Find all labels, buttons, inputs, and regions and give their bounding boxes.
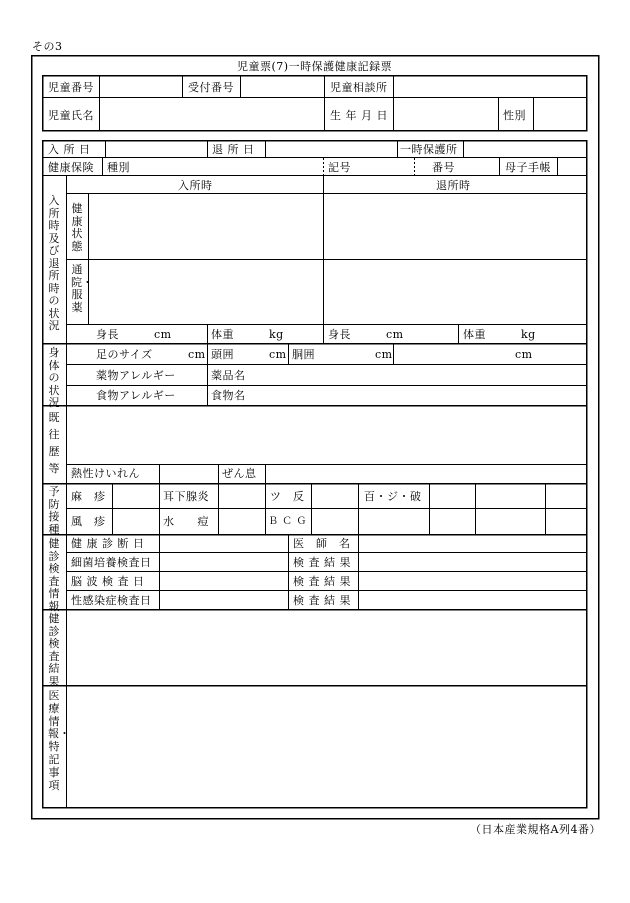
head-size-unit: cm <box>269 348 287 361</box>
page-number: その3 <box>32 40 63 53</box>
weight-out-label: 体重 <box>463 328 486 341</box>
health-state-label: 健康状態 <box>71 202 83 253</box>
body-section-label: 身体の状況 <box>48 346 60 409</box>
height-out-label: 身長 <box>328 328 351 341</box>
at-discharge-header: 退所時 <box>436 179 471 192</box>
drug-allergy-label: 薬物アレルギー <box>96 369 176 382</box>
insurance-number-label: 番号 <box>432 161 455 174</box>
handbook-field[interactable] <box>558 158 586 175</box>
child-name-field[interactable] <box>100 98 324 130</box>
clinic-out-field[interactable] <box>324 260 586 324</box>
bacteria-result-label: 検 査 結 果 <box>293 556 351 569</box>
vaccine-tuberculin-label: ツ 反 <box>270 490 305 503</box>
history-field[interactable] <box>67 406 586 464</box>
birth-date-label: 生 年 月 日 <box>330 109 388 122</box>
insurance-label: 健康保険 <box>48 161 94 174</box>
child-name-label: 児童氏名 <box>48 109 94 122</box>
child-no-field[interactable] <box>100 76 182 97</box>
status-section-label: 入所時及び退所時の状況 <box>48 194 60 332</box>
weight-out-unit: kg <box>521 328 536 341</box>
eeg-result-label: 検 査 結 果 <box>293 575 351 588</box>
vaccine-measles-label: 麻 疹 <box>71 490 106 503</box>
chest-size-out-unit: cm <box>515 348 533 361</box>
center-label: 児童相談所 <box>330 81 388 94</box>
discharge-date-label: 退 所 日 <box>212 143 255 156</box>
checkup-section-label: 健診検査情報 <box>48 537 60 613</box>
reception-no-field[interactable] <box>241 76 324 97</box>
checkup-date-label: 健 康 診 断 日 <box>71 537 145 550</box>
birth-date-field[interactable] <box>394 98 498 130</box>
vaccination-section-label: 予防接種 <box>48 485 60 536</box>
weight-in-unit: kg <box>269 328 284 341</box>
center-field[interactable] <box>394 76 586 97</box>
drug-name-field[interactable] <box>250 365 586 385</box>
food-name-field[interactable] <box>250 386 586 405</box>
medical-section-label: 医療情報・特記事項 <box>48 689 70 792</box>
health-out-field[interactable] <box>324 194 586 259</box>
insurance-symbol-label: 記号 <box>328 161 351 174</box>
food-name-label: 食物名 <box>211 389 246 402</box>
vaccine-bcg-label: Ｂ Ｃ Ｇ <box>268 516 307 527</box>
admission-date-label: 入 所 日 <box>48 143 91 156</box>
chest-size-label: 胴囲 <box>292 348 315 361</box>
std-test-date-label: 性感染症検査日 <box>71 594 152 607</box>
asthma-label: ぜん息 <box>222 467 257 480</box>
bacteria-test-date-label: 細菌培養検査日 <box>71 556 152 569</box>
insurance-number-field[interactable] <box>460 158 499 175</box>
height-in-label: 身長 <box>96 328 119 341</box>
shelter-label: 一時保護所 <box>400 143 458 156</box>
food-allergy-label: 食物アレルギー <box>96 389 176 402</box>
std-result-label: 検 査 結 果 <box>293 594 351 607</box>
at-admission-header: 入所時 <box>178 179 213 192</box>
form-footer: （日本産業規格A列4番） <box>470 823 601 836</box>
foot-size-label: 足のサイズ <box>96 348 153 361</box>
sex-label: 性別 <box>503 109 526 122</box>
vaccine-rubella-label: 風 疹 <box>71 515 106 528</box>
shelter-field[interactable] <box>464 141 586 157</box>
vaccine-varicella-label: 水 痘 <box>163 515 209 528</box>
head-size-label: 頭囲 <box>211 348 234 361</box>
insurance-symbol-field[interactable] <box>354 158 414 175</box>
results-section-label: 健診検査結果 <box>48 612 60 688</box>
sex-field[interactable] <box>534 98 586 130</box>
drug-name-label: 薬品名 <box>211 369 246 382</box>
results-field[interactable] <box>67 610 586 685</box>
clinic-in-field[interactable] <box>89 260 323 324</box>
history-section-label: 既往歴等 <box>48 411 60 475</box>
handbook-label: 母子手帳 <box>505 161 551 174</box>
vaccine-mumps-label: 耳下腺炎 <box>163 490 209 503</box>
height-in-unit: cm <box>154 328 172 341</box>
vaccine-dpt-label: 百・ジ・破 <box>364 490 422 503</box>
febrile-seizure-label: 熱性けいれん <box>71 467 140 480</box>
insurance-type-field[interactable] <box>135 158 323 175</box>
height-out-unit: cm <box>386 328 404 341</box>
health-in-field[interactable] <box>89 194 323 259</box>
foot-size-unit: cm <box>188 348 206 361</box>
medical-field[interactable] <box>67 686 586 807</box>
eeg-test-date-label: 脳 波 検 査 日 <box>71 575 145 588</box>
insurance-type-label: 種別 <box>107 161 130 174</box>
reception-no-label: 受付番号 <box>188 81 234 94</box>
discharge-date-field[interactable] <box>266 141 397 157</box>
weight-in-label: 体重 <box>211 328 234 341</box>
chest-size-unit: cm <box>375 348 393 361</box>
form-title: 児童票(7)一時保護健康記録票 <box>237 60 393 73</box>
doctor-name-label: 医 師 名 <box>293 537 351 550</box>
child-no-label: 児童番号 <box>48 81 94 94</box>
clinic-medication-label: 通院・服薬 <box>71 263 93 314</box>
admission-date-field[interactable] <box>106 141 207 157</box>
